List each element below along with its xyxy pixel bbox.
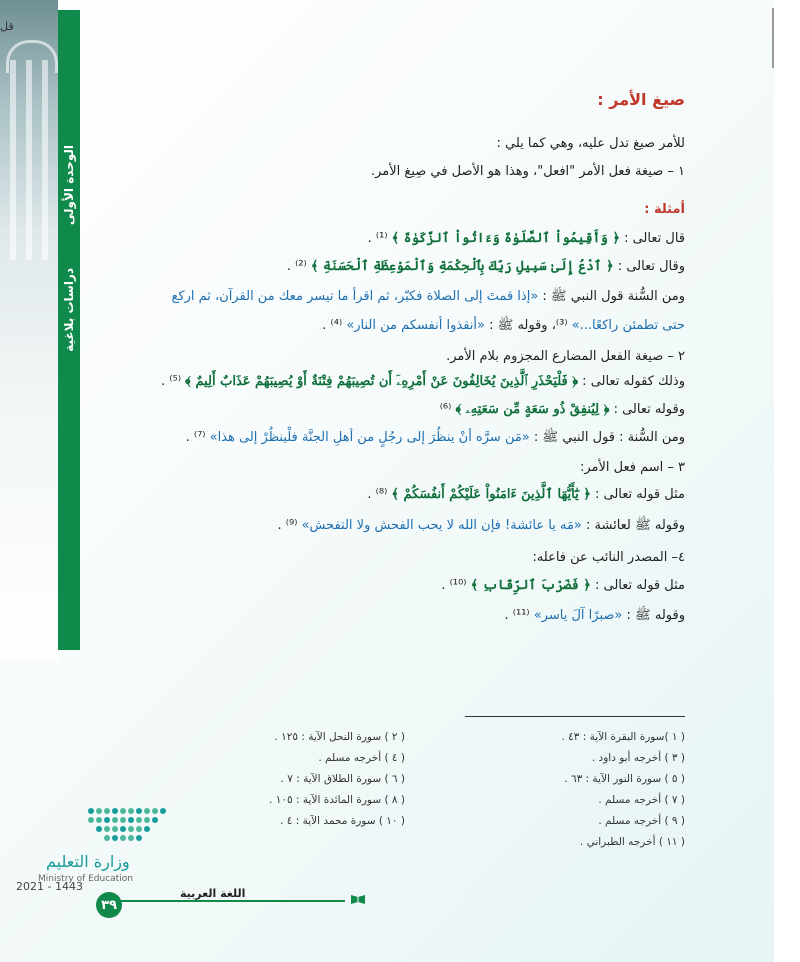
- item-4: ٤– المصدر النائب عن فاعله:: [532, 550, 685, 565]
- footnote-item: ( ١٠ ) سورة محمد الآية : ٤ .: [280, 815, 405, 827]
- quran-verse: ﴿ يَٰٓأَيُّهَا ٱلَّذِينَ ءَامَنُواْ عَلَيْكُمْ أَنفُسَكُمْ ﴾: [391, 487, 591, 502]
- ministry-dot: [160, 808, 166, 814]
- ministry-dot: [144, 817, 150, 823]
- ministry-dot: [144, 808, 150, 814]
- ministry-dot: [136, 817, 142, 823]
- ministry-name-ar: وزارة التعليم: [46, 852, 130, 871]
- ministry-dot: [88, 808, 94, 814]
- example-8: وقوله ﷺ لعائشة : «مَه يا عائشة! فإن الله لا يحب الفحش ولا التفحش» ⁽⁹⁾ .: [277, 518, 685, 533]
- hadith-text: «صبرًا آلَ ياسر»: [533, 608, 623, 623]
- edition-year: 2021 - 1443: [16, 880, 83, 893]
- hadith-text: «إذا قمتَ إلى الصلاة فكبّر، ثم اقرأ ما تيسر معك من القرآن، ثم اركع: [171, 289, 539, 304]
- ministry-dot: [152, 817, 158, 823]
- footnote-item: ( ١١ ) أخرجه الطبراني .: [579, 836, 685, 848]
- page-number: ٣٩: [96, 892, 122, 918]
- footnotes-right-column: [465, 727, 685, 853]
- footnote-item: ( ١ )سورة البقرة الآية : ٤٣ .: [561, 731, 685, 743]
- item-2: ٢ – صيغة الفعل المضارع المجزوم بلام الأمر.: [446, 349, 685, 364]
- ministry-dot: [96, 826, 102, 832]
- column-decoration: [10, 60, 16, 260]
- intro-text: للأمر صيغ تدل عليه، وهي كما يلي :: [496, 136, 685, 151]
- example-3: ومن السُّنة قول النبي ﷺ : «إذا قمتَ إلى الصلاة فكبّر، ثم اقرأ ما تيسر معك من القرآن، ثم اركع: [171, 289, 685, 304]
- footnote-item: ( ٣ ) أخرجه أبو داود .: [591, 752, 685, 764]
- footnotes-left-column: [205, 727, 405, 832]
- ministry-dot: [96, 808, 102, 814]
- ministry-dot: [120, 835, 126, 841]
- footnote-item: ( ٨ ) سورة المائدة الآية : ١٠٥ .: [269, 794, 405, 806]
- footnote-item: ( ٦ ) سورة الطلاق الآية : ٧ .: [280, 773, 405, 785]
- example-5: وقوله تعالى : ﴿ لِيُنفِقْ ذُو سَعَةٍ مِّن سَعَتِهِۦ ﴾ ⁽⁶⁾: [439, 402, 685, 417]
- ministry-dot: [120, 808, 126, 814]
- ministry-dot: [96, 817, 102, 823]
- ministry-dots-icon: [88, 808, 168, 848]
- ministry-dot: [152, 808, 158, 814]
- ministry-dot: [112, 826, 118, 832]
- example-1: قال تعالى : ﴿ وَأَقِيمُواْ ٱلصَّلَوٰةَ وَءَاتُواْ ٱلزَّكَوٰةَ ﴾ ⁽¹⁾ .: [367, 231, 685, 246]
- ministry-dot: [136, 835, 142, 841]
- ministry-dot: [104, 817, 110, 823]
- book-title: اللغة العربية: [180, 887, 246, 900]
- section-title: صيغ الأمر :: [597, 90, 685, 109]
- corner-text: قل: [0, 20, 14, 33]
- ministry-dot: [112, 808, 118, 814]
- unit-label: الوحدة الأولى: [62, 144, 76, 226]
- ministry-dot: [120, 826, 126, 832]
- footer-green-line: [105, 900, 345, 902]
- mosque-photo-strip: [0, 0, 58, 660]
- ministry-dot: [120, 817, 126, 823]
- hadith-text: «مَه يا عائشة! فإن الله لا يحب الفحش ولا التفحش»: [301, 518, 582, 533]
- footnote-item: ( ٩ ) أخرجه مسلم .: [598, 815, 685, 827]
- right-margin: [774, 0, 800, 962]
- quran-verse: ﴿ لِيُنفِقْ ذُو سَعَةٍ مِّن سَعَتِهِۦ ﴾: [455, 402, 610, 417]
- hadith-text: حتى تطمئن راكعًا...»: [571, 318, 685, 333]
- subject-label: دراسات بلاغية: [62, 268, 76, 352]
- example-7: مثل قوله تعالى : ﴿ يَٰٓأَيُّهَا ٱلَّذِينَ ءَامَنُواْ عَلَيْكُمْ أَنفُسَكُمْ ﴾ ⁽⁸⁾ .: [367, 487, 685, 502]
- ministry-dot: [128, 817, 134, 823]
- ministry-dot: [88, 817, 94, 823]
- ministry-dot: [144, 826, 150, 832]
- ministry-name-en: Ministry of Education: [38, 874, 133, 884]
- hadith-text: «مَن سرَّه أنْ ينظُرَ إلى رجُلٍ من أهلِ الجنَّة فلْينظُرْ إلى هذا»: [209, 430, 530, 445]
- column-decoration: [26, 60, 32, 260]
- ministry-dot: [104, 808, 110, 814]
- ministry-dot: [112, 817, 118, 823]
- example-3-continued: حتى تطمئن راكعًا...» ⁽³⁾، وقوله ﷺ : «أنقذوا أنفسكم من النار» ⁽⁴⁾ .: [322, 318, 685, 333]
- footnote-item: ( ٤ ) أخرجه مسلم .: [318, 752, 405, 764]
- book-icon: [350, 893, 366, 905]
- item-1: ١ – صيغة فعل الأمر "افعل"، وهذا هو الأصل في صِيغ الأمر.: [370, 164, 685, 179]
- example-2: وقال تعالى : ﴿ ٱدْعُ إِلَىٰ سَبِيلِ رَبِّكَ بِٱلْحِكْمَةِ وَٱلْمَوْعِظَةِ ٱلْحَسَنَةِ ﴾ ⁽²⁾ .: [286, 259, 685, 274]
- ministry-dot: [128, 835, 134, 841]
- example-4: وذلك كقوله تعالى : ﴿ فَلْيَحْذَرِ ٱلَّذِينَ يُخَالِفُونَ عَنْ أَمْرِهِۦٓ أَن تُصِيبَهُمْ فِتْنَةٌ أَوْ يُصِيبَهُمْ عَذَابٌ أَلِيمٌ ﴾ ⁽⁵⁾ .: [161, 374, 685, 389]
- ministry-dot: [128, 826, 134, 832]
- example-9: مثل قوله تعالى : ﴿ فَضَرْبَ ٱلرِّقَابِ ﴾ ⁽¹⁰⁾ .: [441, 578, 685, 593]
- footnote-item: ( ٧ ) أخرجه مسلم .: [598, 794, 685, 806]
- footnote-item: ( ٥ ) سورة النور الآية : ٦٣ .: [564, 773, 685, 785]
- item-3: ٣ – اسم فعل الأمر:: [579, 460, 685, 475]
- quran-verse: ﴿ وَأَقِيمُواْ ٱلصَّلَوٰةَ وَءَاتُواْ ٱلزَّكَوٰةَ ﴾: [391, 231, 620, 246]
- ministry-dot: [112, 835, 118, 841]
- ministry-dot: [128, 808, 134, 814]
- ministry-dot: [136, 808, 142, 814]
- examples-title: أمثلة :: [644, 202, 685, 217]
- ministry-dot: [104, 835, 110, 841]
- example-6: ومن السُّنة : قول النبي ﷺ : «مَن سرَّه أنْ ينظُرَ إلى رجُلٍ من أهلِ الجنَّة فلْينظُرْ إلى هذا» ⁽⁷⁾ .: [185, 430, 685, 445]
- ministry-dot: [136, 826, 142, 832]
- column-decoration: [42, 60, 48, 260]
- example-10: وقوله ﷺ : «صبرًا آلَ ياسر» ⁽¹¹⁾ .: [504, 608, 685, 623]
- right-accent-line: [772, 8, 774, 68]
- quran-verse: ﴿ فَضَرْبَ ٱلرِّقَابِ ﴾: [470, 578, 591, 593]
- quran-verse: ﴿ فَلْيَحْذَرِ ٱلَّذِينَ يُخَالِفُونَ عَنْ أَمْرِهِۦٓ أَن تُصِيبَهُمْ فِتْنَةٌ أَوْ يُصِيبَهُمْ عَذَابٌ أَلِيمٌ ﴾: [185, 374, 579, 389]
- ministry-dot: [104, 826, 110, 832]
- quran-verse: ﴿ ٱدْعُ إِلَىٰ سَبِيلِ رَبِّكَ بِٱلْحِكْمَةِ وَٱلْمَوْعِظَةِ ٱلْحَسَنَةِ ﴾: [310, 259, 614, 274]
- hadith-text: «أنقذوا أنفسكم من النار»: [346, 318, 485, 333]
- footnote-separator: [465, 716, 685, 717]
- footnote-item: ( ٢ ) سورة النحل الآية : ١٢٥ .: [274, 731, 405, 743]
